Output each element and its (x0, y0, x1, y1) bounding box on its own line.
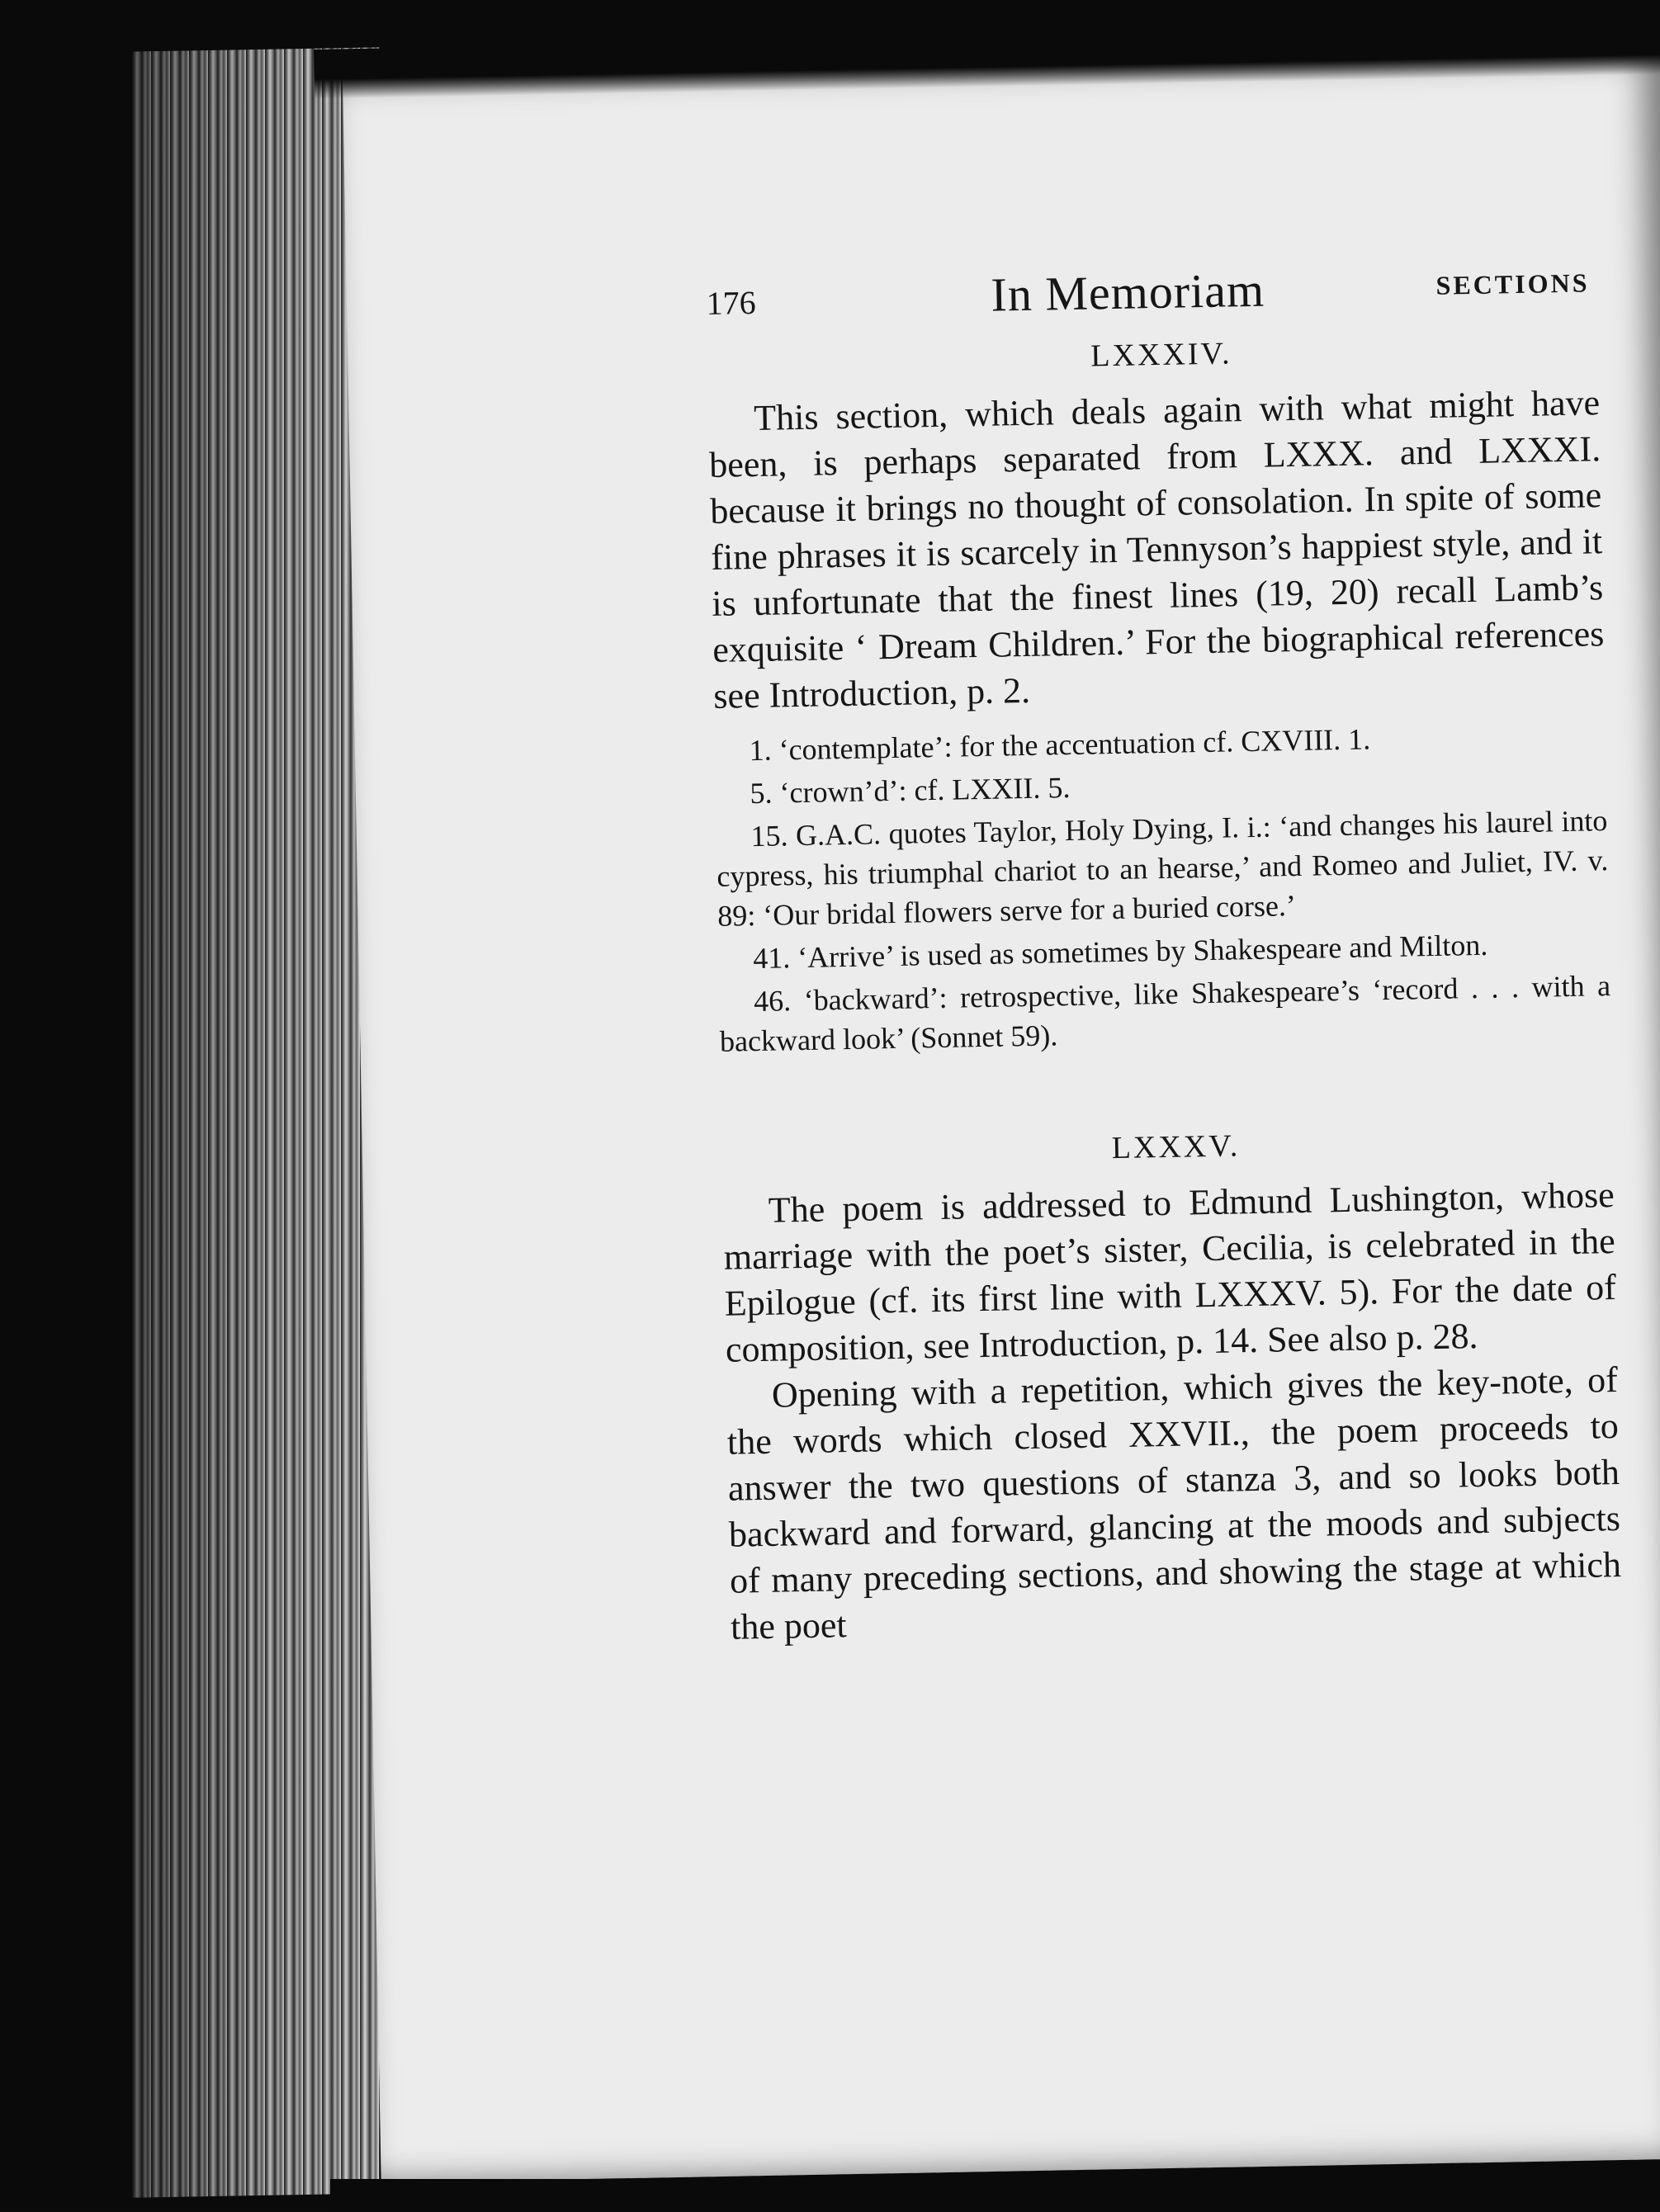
section-heading-lxxxv: LXXXV. (1111, 1128, 1241, 1166)
page-title: In Memoriam (990, 262, 1265, 322)
note-line-41: 41. ‘Arrive’ is used as sometimes by Shakespeare and Milton. (752, 928, 1488, 976)
note-line-15: 15. G.A.C. quotes Taylor, Holy Dying, I. i.: ‘and changes his laurel into cypress, his triumphal chariot to an hearse,’ and Romeo and Juliet, IV. v. 89: ‘Our bridal flowers serve for a buried corse.’ (716, 804, 1609, 933)
page-number: 176 (706, 283, 757, 322)
note-line-46: 46. ‘backward’: retrospective, like Shakespeare’s ‘record . . . with a backward look’ (Sonnet 59). (719, 969, 1611, 1058)
note-line-5: 5. ‘crown’d’: cf. LXXII. 5. (750, 771, 1071, 811)
section-heading-lxxxiv: LXXXIV. (1090, 336, 1232, 374)
section-lxxxv-paragraph-2: Opening with a repetition, which gives the key-note, of the words which closed XXVII., the poem proceeds to answer the two questions of stanza 3, and so looks both backward and forward, glancing at the moods and subjects of many preceding sections, and showing the stage at which the poet (726, 1359, 1622, 1647)
section-lxxxv-paragraph-1: The poem is addressed to Edmund Lushington, whose marriage with the poet’s sister, Cecilia, is celebrated in the Epilogue (cf. its first line with LXXXV. 5). For the date of composition, see Introduction, p. 14. See also p. 28. (723, 1175, 1617, 1370)
note-line-1: 1. ‘contemplate’: for the accentuation cf. CXVIII. 1. (749, 722, 1371, 768)
section-gap (721, 1048, 1613, 1123)
bottom-shadow (330, 2179, 1660, 2212)
section-lxxxiv-notes (714, 715, 1611, 1061)
running-section-label: SECTIONS (1435, 267, 1590, 300)
section-lxxxiv-paragraph: This section, which deals again with what might have been, is perhaps separated from LXXX. and LXXXI. because it brings no thought of consolation. In spite of some fine phrases it is scarcely in Tennyson’s happiest style, and it is unfortunate that the finest lines (19, 20) recall Lamb’s exquisite ‘ Dream Children.’ For the biographical references see Introduction, p. 2. (708, 382, 1605, 716)
book-page-edges (132, 47, 380, 2197)
page-text-block (706, 256, 1622, 1651)
